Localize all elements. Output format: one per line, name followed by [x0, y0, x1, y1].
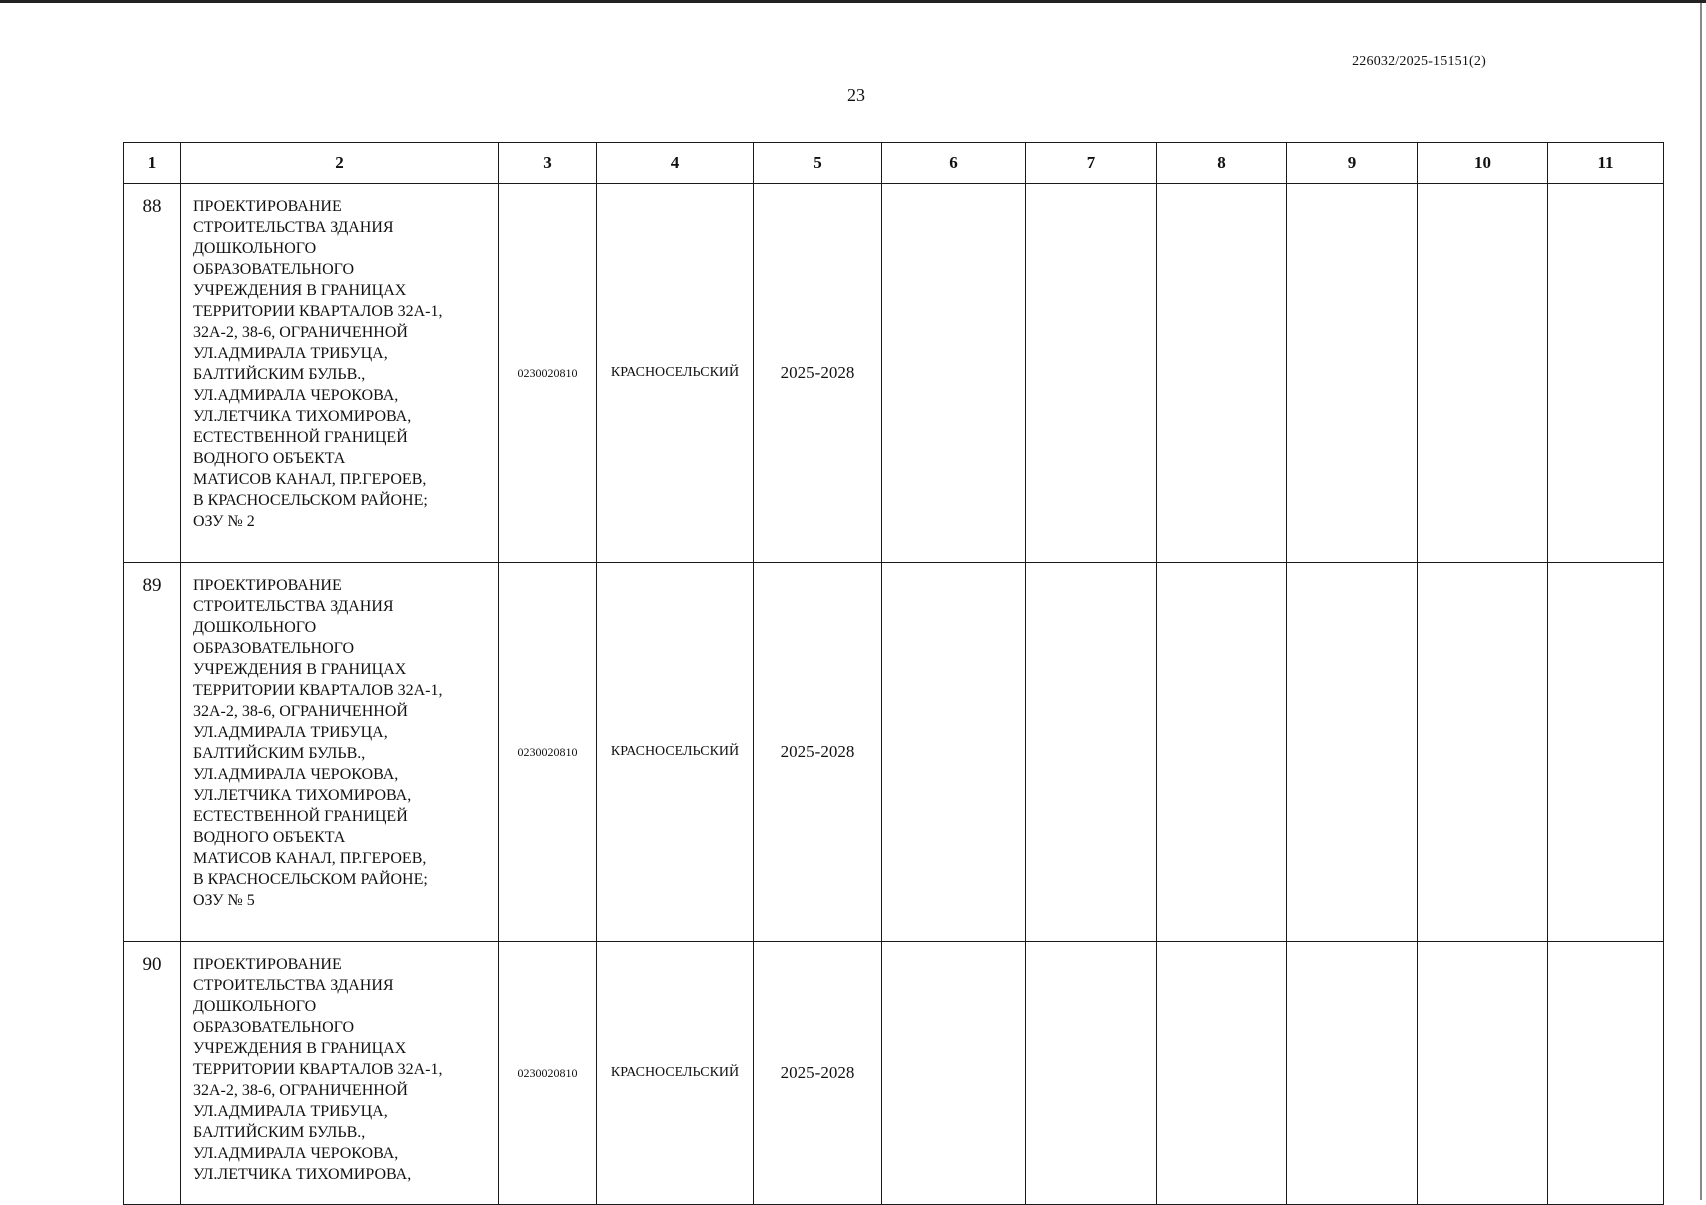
row-number: 90 — [124, 942, 181, 1205]
empty-cell — [1026, 942, 1157, 1205]
empty-cell — [882, 184, 1026, 563]
column-header-4: 4 — [597, 143, 754, 184]
object-name-line: 32А-2, 38-6, ОГРАНИЧЕННОЙ — [193, 324, 408, 341]
empty-cell — [1548, 184, 1664, 563]
object-name-line: 32А-2, 38-6, ОГРАНИЧЕННОЙ — [193, 1082, 408, 1099]
period: 2025-2028 — [754, 942, 882, 1205]
document-number: 226032/2025-15151(2) — [1352, 54, 1486, 69]
object-name-line: БАЛТИЙСКИМ БУЛЬВ., — [193, 745, 366, 762]
object-name-line: ВОДНОГО ОБЪЕКТА — [193, 829, 346, 846]
column-header-1: 1 — [124, 143, 181, 184]
object-name-line: МАТИСОВ КАНАЛ, ПР.ГЕРОЕВ, — [193, 850, 427, 867]
object-name-line: ОБРАЗОВАТЕЛЬНОГО — [193, 640, 355, 657]
object-name-line: УЛ.АДМИРАЛА ТРИБУЦА, — [193, 724, 388, 741]
object-name-line: ЕСТЕСТВЕННОЙ ГРАНИЦЕЙ — [193, 808, 408, 825]
empty-cell — [1418, 942, 1548, 1205]
table-row — [124, 942, 1664, 1205]
object-name-line: БАЛТИЙСКИМ БУЛЬВ., — [193, 366, 366, 383]
empty-cell — [1026, 563, 1157, 942]
object-name-line: ДОШКОЛЬНОГО — [193, 998, 317, 1015]
object-name — [181, 184, 499, 563]
table-row — [124, 184, 1664, 563]
empty-cell — [1418, 184, 1548, 563]
object-name-line: УЛ.ЛЕТЧИКА ТИХОМИРОВА, — [193, 787, 412, 804]
object-name-line: СТРОИТЕЛЬСТВА ЗДАНИЯ — [193, 219, 394, 236]
page-right-edge — [1700, 3, 1702, 1200]
object-name — [181, 942, 499, 1205]
object-name-line: В КРАСНОСЕЛЬСКОМ РАЙОНЕ; — [193, 492, 428, 509]
column-header-5: 5 — [754, 143, 882, 184]
period: 2025-2028 — [754, 563, 882, 942]
column-header-11: 11 — [1548, 143, 1664, 184]
table-header-row — [124, 143, 1664, 184]
object-name-line: УЛ.АДМИРАЛА ЧЕРОКОВА, — [193, 1145, 399, 1162]
object-name-line: ПРОЕКТИРОВАНИЕ — [193, 956, 342, 973]
object-name-line: УЧРЕЖДЕНИЯ В ГРАНИЦАХ — [193, 661, 407, 678]
object-name-line: УЛ.АДМИРАЛА ТРИБУЦА, — [193, 345, 388, 362]
object-name-line: ДОШКОЛЬНОГО — [193, 619, 317, 636]
row-number: 89 — [124, 563, 181, 942]
object-code: 0230020810 — [499, 942, 597, 1205]
object-name-line: 32А-2, 38-6, ОГРАНИЧЕННОЙ — [193, 703, 408, 720]
table-row — [124, 563, 1664, 942]
object-name-line: ПРОЕКТИРОВАНИЕ — [193, 198, 342, 215]
empty-cell — [1548, 563, 1664, 942]
object-name-line: ДОШКОЛЬНОГО — [193, 240, 317, 257]
column-header-6: 6 — [882, 143, 1026, 184]
page-top-edge — [0, 0, 1706, 3]
object-code: 0230020810 — [499, 184, 597, 563]
empty-cell — [1287, 563, 1418, 942]
object-name-line: СТРОИТЕЛЬСТВА ЗДАНИЯ — [193, 977, 394, 994]
empty-cell — [882, 563, 1026, 942]
object-name-line: УЛ.ЛЕТЧИКА ТИХОМИРОВА, — [193, 408, 412, 425]
object-name-line: МАТИСОВ КАНАЛ, ПР.ГЕРОЕВ, — [193, 471, 427, 488]
object-name-line: В КРАСНОСЕЛЬСКОМ РАЙОНЕ; — [193, 871, 428, 888]
object-name-line: ВОДНОГО ОБЪЕКТА — [193, 450, 346, 467]
object-name-line: ЕСТЕСТВЕННОЙ ГРАНИЦЕЙ — [193, 429, 408, 446]
column-header-7: 7 — [1026, 143, 1157, 184]
period: 2025-2028 — [754, 184, 882, 563]
object-name-line: СТРОИТЕЛЬСТВА ЗДАНИЯ — [193, 598, 394, 615]
row-number: 88 — [124, 184, 181, 563]
column-header-9: 9 — [1287, 143, 1418, 184]
empty-cell — [1157, 184, 1287, 563]
object-name-line: БАЛТИЙСКИМ БУЛЬВ., — [193, 1124, 366, 1141]
object-name-line: ТЕРРИТОРИИ КВАРТАЛОВ 32А-1, — [193, 303, 443, 320]
object-name-line: УЧРЕЖДЕНИЯ В ГРАНИЦАХ — [193, 282, 407, 299]
object-name-line: ОЗУ № 5 — [193, 892, 255, 909]
object-name-line: ПРОЕКТИРОВАНИЕ — [193, 577, 342, 594]
register-table — [123, 142, 1664, 1205]
empty-cell — [1548, 942, 1664, 1205]
district: КРАСНОСЕЛЬСКИЙ — [597, 942, 754, 1205]
empty-cell — [1157, 563, 1287, 942]
object-name-line: УЛ.ЛЕТЧИКА ТИХОМИРОВА, — [193, 1166, 412, 1183]
column-header-10: 10 — [1418, 143, 1548, 184]
district: КРАСНОСЕЛЬСКИЙ — [597, 563, 754, 942]
object-name-line: ОБРАЗОВАТЕЛЬНОГО — [193, 261, 355, 278]
empty-cell — [1287, 942, 1418, 1205]
object-name-line: ТЕРРИТОРИИ КВАРТАЛОВ 32А-1, — [193, 682, 443, 699]
page-number: 23 — [847, 85, 865, 105]
object-name-line: ОЗУ № 2 — [193, 513, 255, 530]
object-name-line: УЧРЕЖДЕНИЯ В ГРАНИЦАХ — [193, 1040, 407, 1057]
empty-cell — [882, 942, 1026, 1205]
empty-cell — [1157, 942, 1287, 1205]
district: КРАСНОСЕЛЬСКИЙ — [597, 184, 754, 563]
column-header-2: 2 — [181, 143, 499, 184]
object-code: 0230020810 — [499, 563, 597, 942]
empty-cell — [1287, 184, 1418, 563]
object-name-line: УЛ.АДМИРАЛА ЧЕРОКОВА, — [193, 766, 399, 783]
empty-cell — [1418, 563, 1548, 942]
column-header-8: 8 — [1157, 143, 1287, 184]
object-name-line: ОБРАЗОВАТЕЛЬНОГО — [193, 1019, 355, 1036]
object-name-line: ТЕРРИТОРИИ КВАРТАЛОВ 32А-1, — [193, 1061, 443, 1078]
object-name — [181, 563, 499, 942]
object-name-line: УЛ.АДМИРАЛА ТРИБУЦА, — [193, 1103, 388, 1120]
object-name-line: УЛ.АДМИРАЛА ЧЕРОКОВА, — [193, 387, 399, 404]
empty-cell — [1026, 184, 1157, 563]
column-header-3: 3 — [499, 143, 597, 184]
